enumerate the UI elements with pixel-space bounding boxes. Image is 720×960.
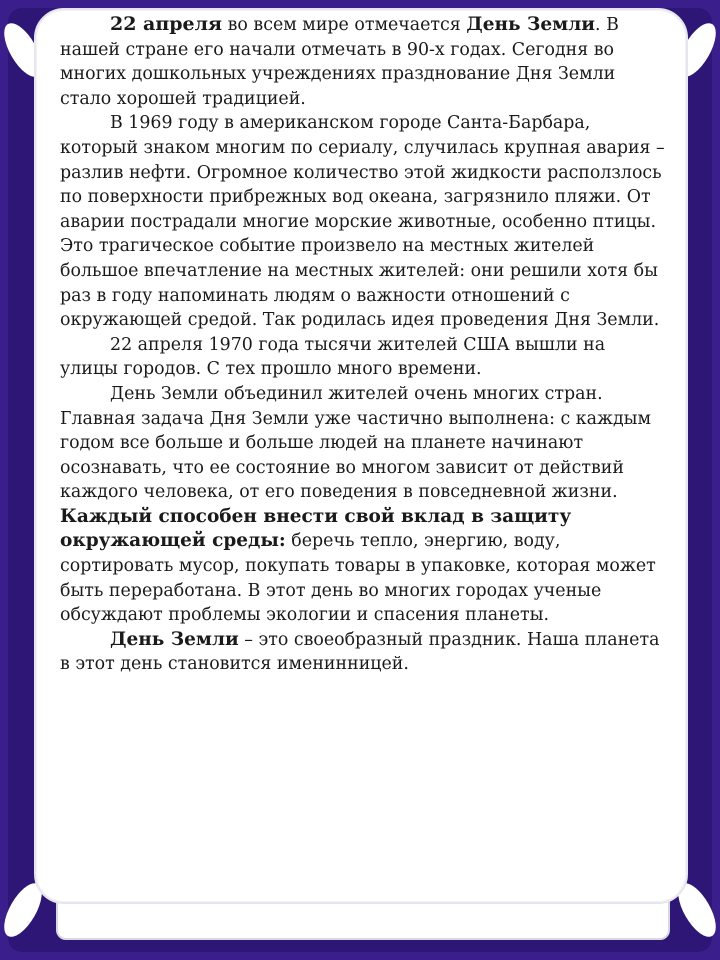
paragraph-1970: 22 апреля 1970 года тысячи жителей США вышли на улицы городов. С тех прошло много времени. — [60, 334, 606, 380]
intro-rest: . В нашей стране его начали отмечать в 90-х годах. Сегодня во многих дошкольных учреждениях празднование Дня Земли стало хорошей традицией. — [60, 15, 619, 109]
date-bold: 22 апреля — [110, 13, 223, 35]
intro-text: во всем мире отмечается — [222, 15, 467, 35]
closing-rest: – это своеобразный праздник. Наша планета в этот день становится именинницей. — [60, 629, 660, 675]
article-text — [60, 12, 668, 677]
call-to-action-bold: Каждый способен внести свой вклад в защиту окружающей среды: — [60, 505, 572, 552]
paragraph-closing — [60, 628, 668, 677]
holiday-name-bold: День Земли — [466, 14, 596, 35]
today-text: День Земли объединил жителей очень многих стран. Главная задача Дня Земли уже частично выполнена: с каждым годом все больше и больше людей на планете начинают осознавать, что ее состояние во многом зависит от действий каждого человека, от его поведения в повседневной жизни. — [60, 383, 652, 503]
paragraph-intro — [60, 12, 668, 111]
closing-bold: День Земли — [110, 628, 239, 650]
paragraph-history: В 1969 году в американском городе Санта-Барбара, который знаком многим по сериалу, случилась крупная авария – разлив нефти. Огромное количество этой жидкости расползлось по поверхности прибрежных вод океана, загрязнило пляжи. От аварии пострадали многие морские животные, особенно птицы. Это трагическое событие произвело на местных жителей большое впечатление на местных жителей: они решили хотя бы раз в году напоминать людям о важности отношений с окружающей средой. Так родилась идея проведения Дня Земли. — [60, 113, 665, 331]
paragraph-today — [60, 382, 668, 628]
today-rest: беречь тепло, энергию, воду, сортировать мусор, покупать товары в упаковке, которая может быть переработана. В этот день во многих городах ученые обсуждают проблемы экологии и спасения планеты. — [60, 531, 656, 626]
